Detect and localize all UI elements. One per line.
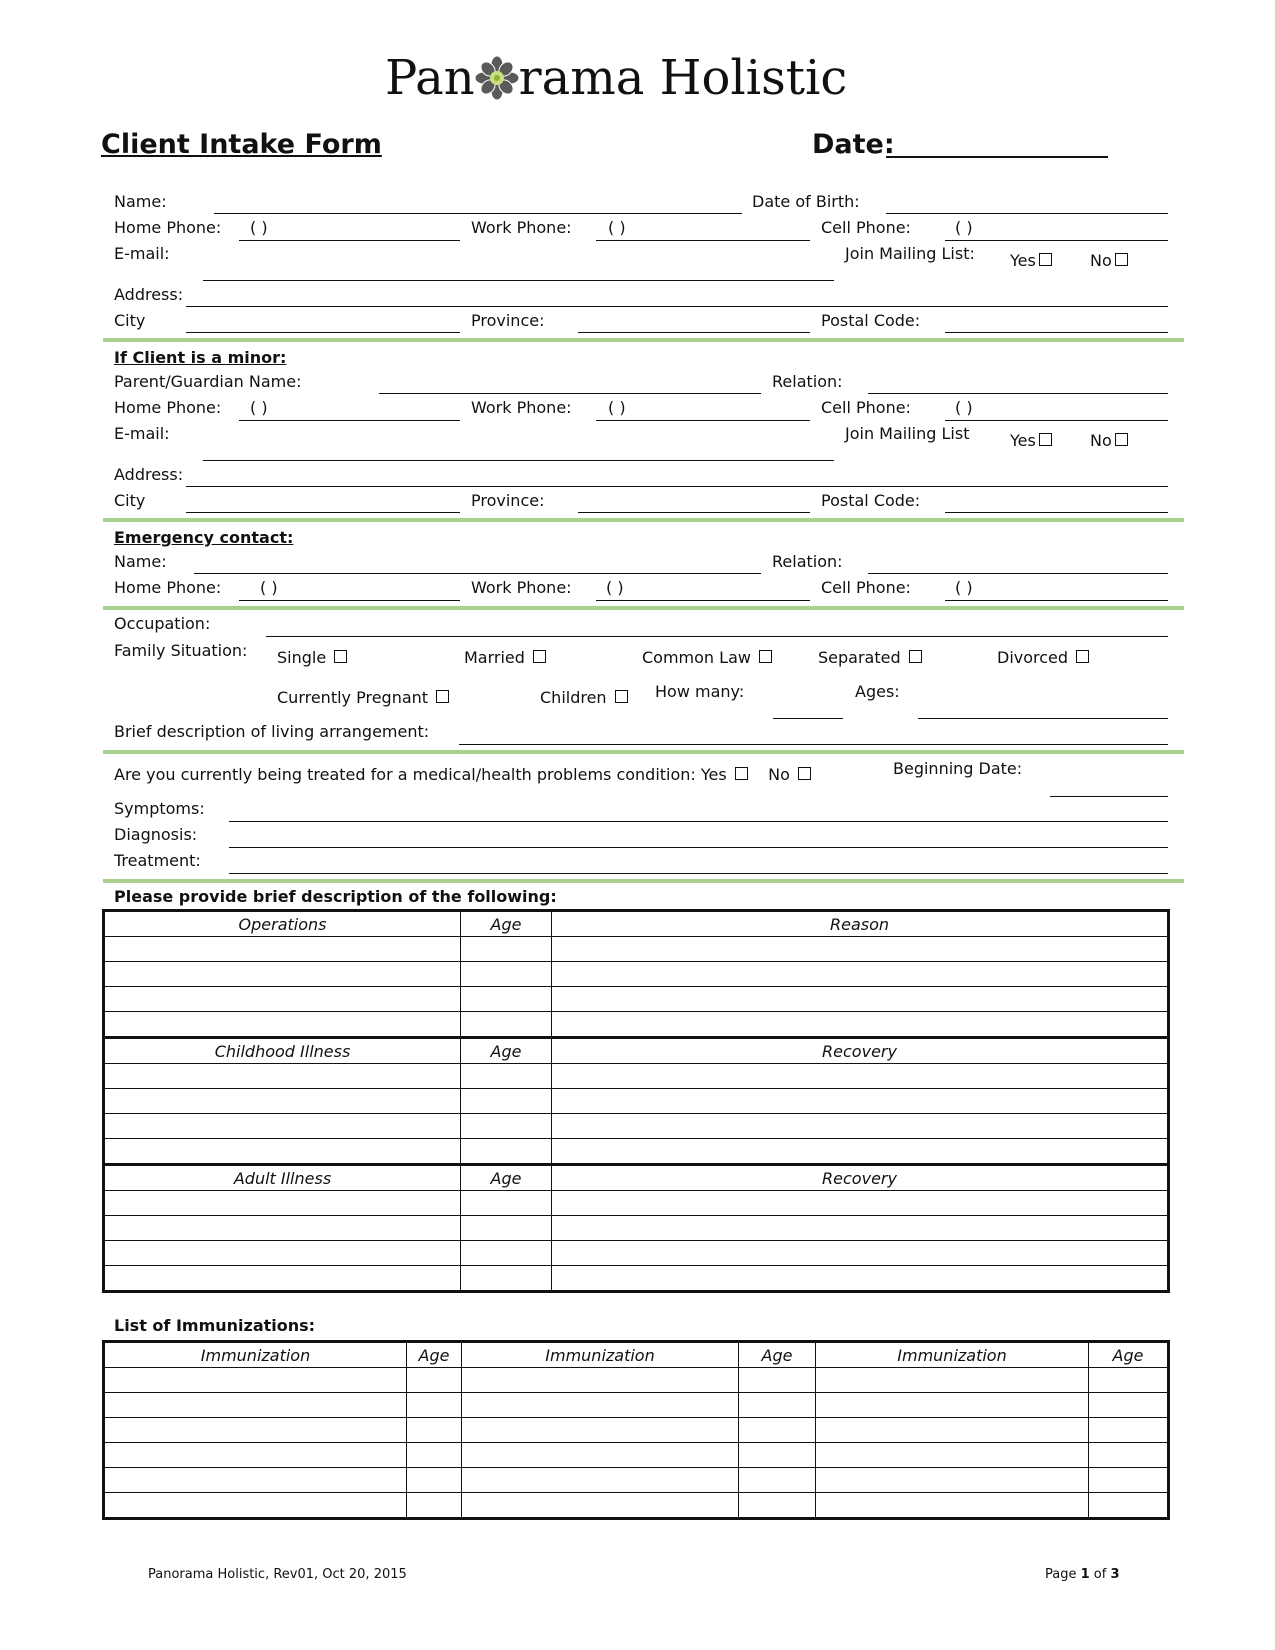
work-phone-field[interactable] xyxy=(596,240,810,241)
checkbox-icon[interactable] xyxy=(798,767,811,780)
checkbox-icon[interactable] xyxy=(1076,650,1089,663)
flower-logo-icon xyxy=(475,54,519,98)
home-phone-field[interactable] xyxy=(239,240,460,241)
checkbox-icon[interactable] xyxy=(909,650,922,663)
checkbox-icon[interactable] xyxy=(1039,433,1052,446)
emergency-work-phone-paren: ( ) xyxy=(606,578,624,597)
age-col: Age xyxy=(739,1342,816,1368)
minor-work-phone-label: Work Phone: xyxy=(471,398,572,417)
immunizations-header-row xyxy=(104,1342,1169,1368)
brand-title-right: rama Holistic xyxy=(518,50,848,106)
medical-question xyxy=(114,765,811,785)
section-separator xyxy=(103,606,1184,610)
minor-province-field[interactable] xyxy=(578,512,810,513)
name-field[interactable] xyxy=(214,213,742,214)
pregnant-option[interactable] xyxy=(277,688,449,708)
emergency-cell-phone-paren: ( ) xyxy=(955,578,973,597)
immunizations-table xyxy=(102,1340,1170,1520)
address-field[interactable] xyxy=(186,306,1168,307)
divorced-option[interactable] xyxy=(997,648,1089,668)
single-label: Single xyxy=(277,648,327,667)
emergency-home-phone-field[interactable] xyxy=(239,600,460,601)
minor-email-field[interactable] xyxy=(203,460,834,461)
mailing-no[interactable] xyxy=(1090,251,1128,271)
immunizations-heading: List of Immunizations: xyxy=(114,1316,316,1335)
checkbox-icon[interactable] xyxy=(533,650,546,663)
table-row xyxy=(104,1089,1169,1114)
home-phone-paren: ( ) xyxy=(250,218,268,237)
emergency-name-label: Name: xyxy=(114,552,167,571)
guardian-field[interactable] xyxy=(379,393,761,394)
email-field[interactable] xyxy=(203,280,834,281)
table-row xyxy=(104,1216,1169,1241)
beginning-date-field[interactable] xyxy=(1050,796,1168,797)
occupation-label: Occupation: xyxy=(114,614,211,633)
emergency-name-field[interactable] xyxy=(194,573,761,574)
table-row xyxy=(104,1191,1169,1216)
common-law-label: Common Law xyxy=(642,648,751,667)
checkbox-icon[interactable] xyxy=(735,767,748,780)
table-row xyxy=(104,1012,1169,1038)
living-arrangement-label: Brief description of living arrangement: xyxy=(114,722,430,741)
table-row xyxy=(104,937,1169,962)
address-label: Address: xyxy=(114,285,184,304)
form-title: Client Intake Form xyxy=(101,129,382,160)
married-option[interactable] xyxy=(464,648,546,668)
how-many-field[interactable] xyxy=(773,718,843,719)
checkbox-icon[interactable] xyxy=(615,690,628,703)
immunization-col: Immunization xyxy=(104,1342,407,1368)
emergency-work-phone-field[interactable] xyxy=(596,600,810,601)
emergency-heading: Emergency contact: xyxy=(114,528,294,547)
mailing-yes[interactable] xyxy=(1010,251,1052,271)
family-situation-label: Family Situation: xyxy=(114,641,248,660)
beginning-date-label: Beginning Date: xyxy=(893,759,1023,778)
postal-label: Postal Code: xyxy=(821,311,921,330)
history-col-age: Age xyxy=(461,1038,552,1064)
minor-work-phone-paren: ( ) xyxy=(608,398,626,417)
minor-mailing-label: Join Mailing List xyxy=(845,424,970,443)
separated-label: Separated xyxy=(818,648,901,667)
emergency-relation-label: Relation: xyxy=(772,552,843,571)
minor-relation-label: Relation: xyxy=(772,372,843,391)
cell-phone-label: Cell Phone: xyxy=(821,218,911,237)
age-col: Age xyxy=(1089,1342,1169,1368)
minor-home-phone-label: Home Phone: xyxy=(114,398,222,417)
mailing-no-label: No xyxy=(1090,251,1112,270)
minor-mailing-no-label: No xyxy=(1090,431,1112,450)
minor-mailing-yes[interactable] xyxy=(1010,431,1052,451)
city-label: City xyxy=(114,311,146,330)
history-col-recovery: Recovery xyxy=(552,1165,1169,1191)
history-header-row xyxy=(104,1165,1169,1191)
checkbox-icon[interactable] xyxy=(759,650,772,663)
table-row xyxy=(104,1114,1169,1139)
history-col-age: Age xyxy=(461,911,552,937)
symptoms-label: Symptoms: xyxy=(114,799,205,818)
table-row xyxy=(104,1393,1169,1418)
section-separator xyxy=(103,879,1184,883)
history-col-childhood-illness: Childhood Illness xyxy=(104,1038,461,1064)
table-row xyxy=(104,962,1169,987)
medical-no-label: No xyxy=(768,765,790,784)
history-header-row xyxy=(104,1038,1169,1064)
city-field[interactable] xyxy=(186,332,460,333)
checkbox-icon[interactable] xyxy=(1115,433,1128,446)
name-label: Name: xyxy=(114,192,167,211)
home-phone-label: Home Phone: xyxy=(114,218,222,237)
history-col-adult-illness: Adult Illness xyxy=(104,1165,461,1191)
history-col-reason: Reason xyxy=(552,911,1169,937)
minor-cell-phone-field[interactable] xyxy=(945,420,1168,421)
immunization-col: Immunization xyxy=(816,1342,1089,1368)
brand-title-left: Pan xyxy=(385,50,475,106)
age-col: Age xyxy=(407,1342,462,1368)
history-col-recovery: Recovery xyxy=(552,1038,1169,1064)
history-col-operations: Operations xyxy=(104,911,461,937)
table-row xyxy=(104,987,1169,1012)
pregnant-label: Currently Pregnant xyxy=(277,688,429,707)
work-phone-paren: ( ) xyxy=(608,218,626,237)
emergency-work-phone-label: Work Phone: xyxy=(471,578,572,597)
brand-title xyxy=(385,48,847,108)
province-label: Province: xyxy=(471,311,545,330)
children-option[interactable] xyxy=(540,688,628,708)
common-law-option[interactable] xyxy=(642,648,772,668)
date-label: Date: xyxy=(812,129,895,160)
minor-postal-label: Postal Code: xyxy=(821,491,921,510)
email-label: E-mail: xyxy=(114,244,170,263)
treatment-field[interactable] xyxy=(229,873,1168,874)
page-number: 1 xyxy=(1080,1567,1090,1582)
living-arrangement-field[interactable] xyxy=(459,744,1168,745)
medical-question-text: Are you currently being treated for a medical/health problems condition: Yes xyxy=(114,765,727,784)
checkbox-icon[interactable] xyxy=(436,690,449,703)
section-separator xyxy=(103,338,1184,342)
ages-label: Ages: xyxy=(855,682,900,701)
diagnosis-field[interactable] xyxy=(229,847,1168,848)
postal-field[interactable] xyxy=(945,332,1168,333)
date-field[interactable] xyxy=(886,156,1108,158)
dob-label: Date of Birth: xyxy=(752,192,860,211)
mailing-yes-label: Yes xyxy=(1010,251,1036,270)
checkbox-icon[interactable] xyxy=(1039,253,1052,266)
emergency-cell-phone-label: Cell Phone: xyxy=(821,578,911,597)
page-prefix: Page xyxy=(1045,1567,1081,1582)
table-row xyxy=(104,1368,1169,1393)
emergency-relation-field[interactable] xyxy=(868,573,1168,574)
married-label: Married xyxy=(464,648,525,667)
section-separator xyxy=(103,518,1184,522)
minor-cell-phone-paren: ( ) xyxy=(955,398,973,417)
history-heading: Please provide brief description of the following: xyxy=(114,887,557,906)
checkbox-icon[interactable] xyxy=(1115,253,1128,266)
footer-revision: Panorama Holistic, Rev01, Oct 20, 2015 xyxy=(148,1567,407,1582)
immunization-col: Immunization xyxy=(462,1342,739,1368)
page-total: 3 xyxy=(1110,1567,1120,1582)
table-row xyxy=(104,1139,1169,1165)
table-row xyxy=(104,1241,1169,1266)
how-many-label: How many: xyxy=(655,682,745,701)
minor-city-label: City xyxy=(114,491,146,510)
minor-relation-field[interactable] xyxy=(868,393,1168,394)
treatment-label: Treatment: xyxy=(114,851,201,870)
divorced-label: Divorced xyxy=(997,648,1069,667)
minor-province-label: Province: xyxy=(471,491,545,510)
emergency-home-phone-label: Home Phone: xyxy=(114,578,222,597)
table-row xyxy=(104,1443,1169,1468)
minor-mailing-yes-label: Yes xyxy=(1010,431,1036,450)
minor-address-field[interactable] xyxy=(186,486,1168,487)
table-row xyxy=(104,1064,1169,1089)
diagnosis-label: Diagnosis: xyxy=(114,825,198,844)
checkbox-icon[interactable] xyxy=(334,650,347,663)
occupation-field[interactable] xyxy=(266,636,1168,637)
dob-field[interactable] xyxy=(886,213,1168,214)
minor-home-phone-field[interactable] xyxy=(239,420,460,421)
emergency-cell-phone-field[interactable] xyxy=(945,600,1168,601)
minor-home-phone-paren: ( ) xyxy=(250,398,268,417)
work-phone-label: Work Phone: xyxy=(471,218,572,237)
minor-postal-field[interactable] xyxy=(945,512,1168,513)
page-of: of xyxy=(1089,1567,1111,1582)
table-row xyxy=(104,1493,1169,1519)
history-table xyxy=(102,909,1170,1293)
emergency-home-phone-paren: ( ) xyxy=(260,578,278,597)
minor-work-phone-field[interactable] xyxy=(596,420,810,421)
history-header-row xyxy=(104,911,1169,937)
table-row xyxy=(104,1418,1169,1443)
table-row xyxy=(104,1266,1169,1292)
children-label: Children xyxy=(540,688,607,707)
minor-heading: If Client is a minor: xyxy=(114,348,287,367)
table-row xyxy=(104,1468,1169,1493)
ages-field[interactable] xyxy=(918,718,1168,719)
minor-email-label: E-mail: xyxy=(114,424,170,443)
cell-phone-field[interactable] xyxy=(945,240,1168,241)
history-col-age: Age xyxy=(461,1165,552,1191)
section-separator xyxy=(103,750,1184,754)
minor-city-field[interactable] xyxy=(186,512,460,513)
province-field[interactable] xyxy=(578,332,810,333)
single-option[interactable] xyxy=(277,648,347,668)
mailing-list-label: Join Mailing List: xyxy=(845,244,975,263)
minor-cell-phone-label: Cell Phone: xyxy=(821,398,911,417)
minor-mailing-no[interactable] xyxy=(1090,431,1128,451)
symptoms-field[interactable] xyxy=(229,821,1168,822)
separated-option[interactable] xyxy=(818,648,922,668)
cell-phone-paren: ( ) xyxy=(955,218,973,237)
footer-page xyxy=(1045,1567,1120,1583)
guardian-label: Parent/Guardian Name: xyxy=(114,372,302,391)
minor-address-label: Address: xyxy=(114,465,184,484)
